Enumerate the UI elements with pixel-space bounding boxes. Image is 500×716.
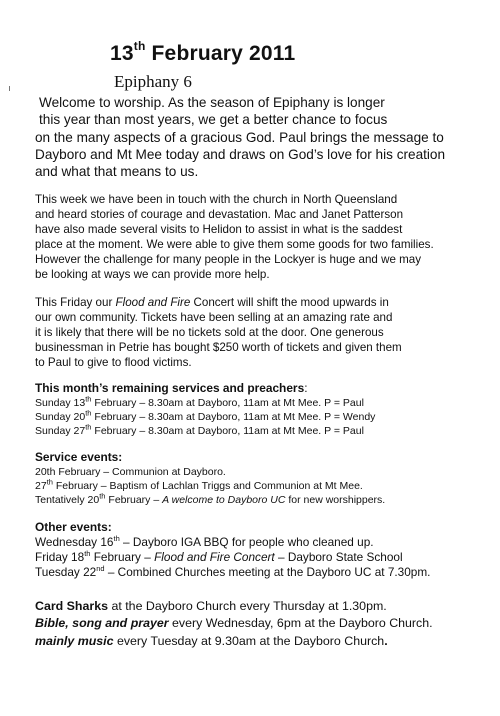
event-item: 20th February – Communion at Dayboro. — [35, 466, 226, 478]
page-title: 13th February 2011 — [110, 39, 296, 65]
activity-item: mainly music every Tuesday at 9.30am at the Dayboro Church. — [35, 633, 388, 648]
services-heading: This month’s remaining services and preachers: — [35, 381, 308, 395]
services-section — [35, 381, 375, 439]
service-item: Sunday 27th February – 8.30am at Dayboro, 11am at Mt Mee. P = Paul — [35, 422, 364, 438]
event-item: Wednesday 16th – Dayboro IGA BBQ for people who cleaned up. — [35, 534, 374, 549]
service-item: Sunday 20th February – 8.30am at Dayboro, 11am at Mt Mee. P = Wendy — [35, 408, 376, 424]
event-item: Friday 18th February – Flood and Fire Concert – Dayboro State School — [35, 549, 403, 565]
activity-item: Bible, song and prayer every Wednesday, 6pm at the Dayboro Church. — [35, 616, 433, 631]
event-item: 27th February – Baptism of Lachlan Triggs and Communion at Mt Mee. — [35, 477, 363, 493]
scan-mark — [9, 86, 10, 91]
activity-item: Card Sharks at the Dayboro Church every Thursday at 1.30pm. — [35, 599, 387, 613]
weekly-activities — [35, 598, 433, 650]
service-events-section — [35, 450, 385, 508]
news-paragraph: This week we have been in touch with the church in North Queensland and heard stories of courage and devastation. Mac and Janet Patterson have also made several visits to Helidon to assist in what is the saddest place at the moment. We were able to give them some goods for two families. However the challenge for many people in the Lockyer is huge and we may be looking at ways we can provide more help. — [35, 193, 434, 282]
event-item: Tentatively 20th February – A welcome to Dayboro UC for new worshippers. — [35, 491, 386, 507]
service-events-heading: Service events: — [35, 450, 123, 464]
other-events-section — [35, 520, 430, 581]
concert-paragraph: This Friday our Flood and Fire Concert will shift the mood upwards in our own community. Tickets have been selling at an amazing rate and it is likely that there will be no tickets sold at the door. One generous businessman in Petrie has bought $250 worth of tickets and given them to Paul to give to flood victims. — [35, 296, 402, 370]
other-events-heading: Other events: — [35, 520, 112, 534]
service-item: Sunday 13th February – 8.30am at Dayboro, 11am at Mt Mee. P = Paul — [35, 394, 364, 409]
event-item: Tuesday 22nd – Combined Churches meeting at the Dayboro UC at 7.30pm. — [35, 564, 431, 580]
page-subtitle: Epiphany 6 — [114, 72, 192, 91]
welcome-paragraph: Welcome to worship. As the season of Epiphany is longer this year than most years, we get a better chance to focus on the many aspects of a gracious God. Paul brings the message to Dayboro and Mt Mee today and draws on God’s love for his creation and what that means to us. — [35, 95, 446, 180]
